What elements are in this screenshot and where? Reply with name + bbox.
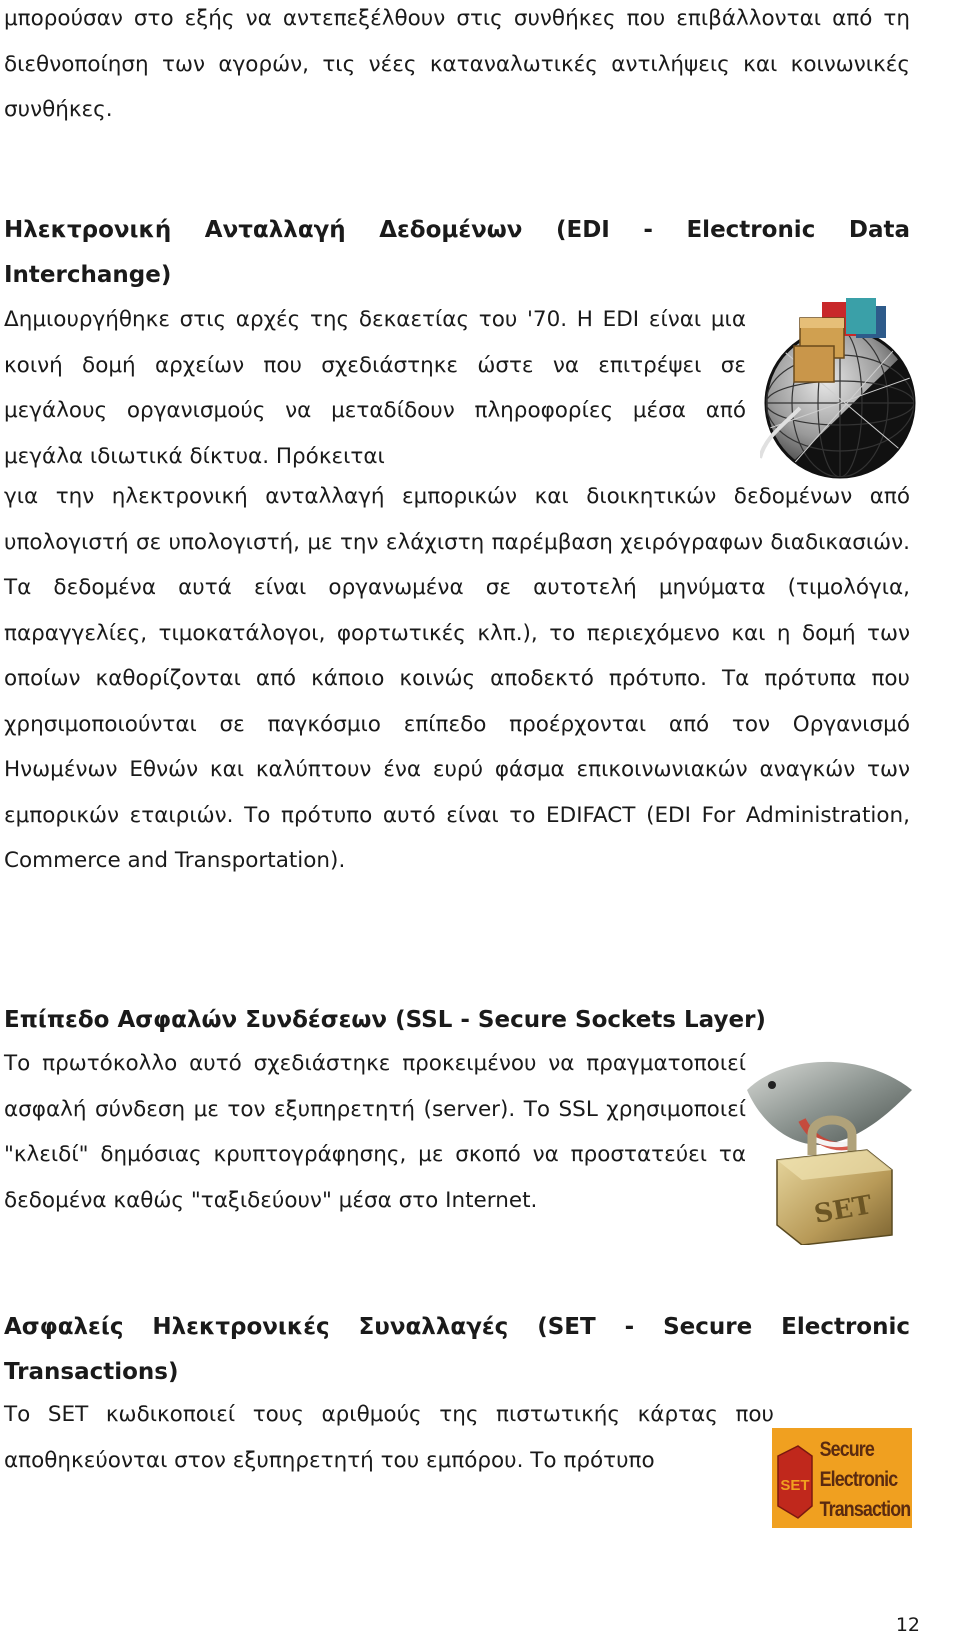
globe-network-icon: [760, 288, 920, 488]
set-logo-line-1: Secure: [819, 1437, 874, 1462]
ssl-heading: Επίπεδο Ασφαλών Συνδέσεων (SSL - Secure Sockets Layer): [4, 1007, 766, 1033]
set-logo-badge: SET: [780, 1477, 810, 1494]
fish-padlock-icon: [742, 1050, 917, 1245]
set-engraving: SET: [812, 1190, 875, 1230]
page-number: 12: [895, 1614, 920, 1636]
edi-paragraph: για την ηλεκτρονική ανταλλαγή εμπορικών και διοικητικών δεδομένων από υπολογιστή σε υπολογιστή, με την ελάχιστη παρέμβαση χειρόγραφων διαδικασιών. Τα δεδομένα αυτά είναι οργανωμένα σε αυτοτελή μηνύματα (τιμολόγια, παραγγελίες, τιμοκατάλογοι, φορτωτικές κλπ.), το περιεχόμενο και η δομή των οποίων καθορίζονται από κάποιο κοινώς αποδεκτό πρότυπο. Τα πρότυπα που χρησιμοποιούνται σε παγκόσμιο επίπεδο προέρχονται από τον Οργανισμό Ηνωμένων Εθνών και καλύπτουν ένα ευρύ φάσμα επικοινωνιακών αναγκών των εμπορικών εταιριών. Το πρότυπο αυτό είναι το EDIFACT (EDI For Administration, Commerce and Transportation).: [4, 484, 910, 873]
edi-paragraph-wrapped: Δημιουργήθηκε στις αρχές της δεκαετίας του '70. Η EDI είναι μια κοινή δομή αρχείων που σχεδιάστηκε ώστε να επιτρέψει σε μεγάλους οργανισμούς να μεταδίδουν πληροφορίες μέσα από μεγάλα ιδιωτικά δίκτυα. Πρόκειται: [4, 307, 746, 469]
set-paragraph: Το SET κωδικοποιεί τους αριθμούς της πιστωτικής κάρτας που αποθηκεύονται στον εξυπηρετητή του εμπόρου. Το πρότυπο: [4, 1402, 774, 1473]
edi-heading: Ηλεκτρονική Ανταλλαγή Δεδομένων (EDI - Electronic Data Interchange): [4, 217, 910, 288]
intro-paragraph: μπορούσαν στο εξής να αντεπεξέλθουν στις συνθήκες που επιβάλλονται από τη διεθνοποίηση των αγορών, τις νέες καταναλωτικές αντιλήψεις και κοινωνικές συνθήκες.: [4, 6, 910, 122]
ssl-paragraph: Το πρωτόκολλο αυτό σχεδιάστηκε προκειμένου να πραγματοποιεί ασφαλή σύνδεση με τον εξυπηρετητή (server). Το SSL χρησιμοποιεί "κλειδί" δημόσιας κρυπτογράφησης, με σκοπό να προστατεύει τα δεδομένα καθώς "ταξιδεύουν" μέσα στο Internet.: [4, 1051, 746, 1213]
set-heading: Ασφαλείς Ηλεκτρονικές Συναλλαγές (SET - Secure Electronic Transactions): [4, 1314, 910, 1385]
set-logo-line-3: Transaction: [819, 1497, 911, 1522]
set-logo-line-2: Electronic: [819, 1467, 898, 1492]
set-logo: [772, 1428, 912, 1528]
